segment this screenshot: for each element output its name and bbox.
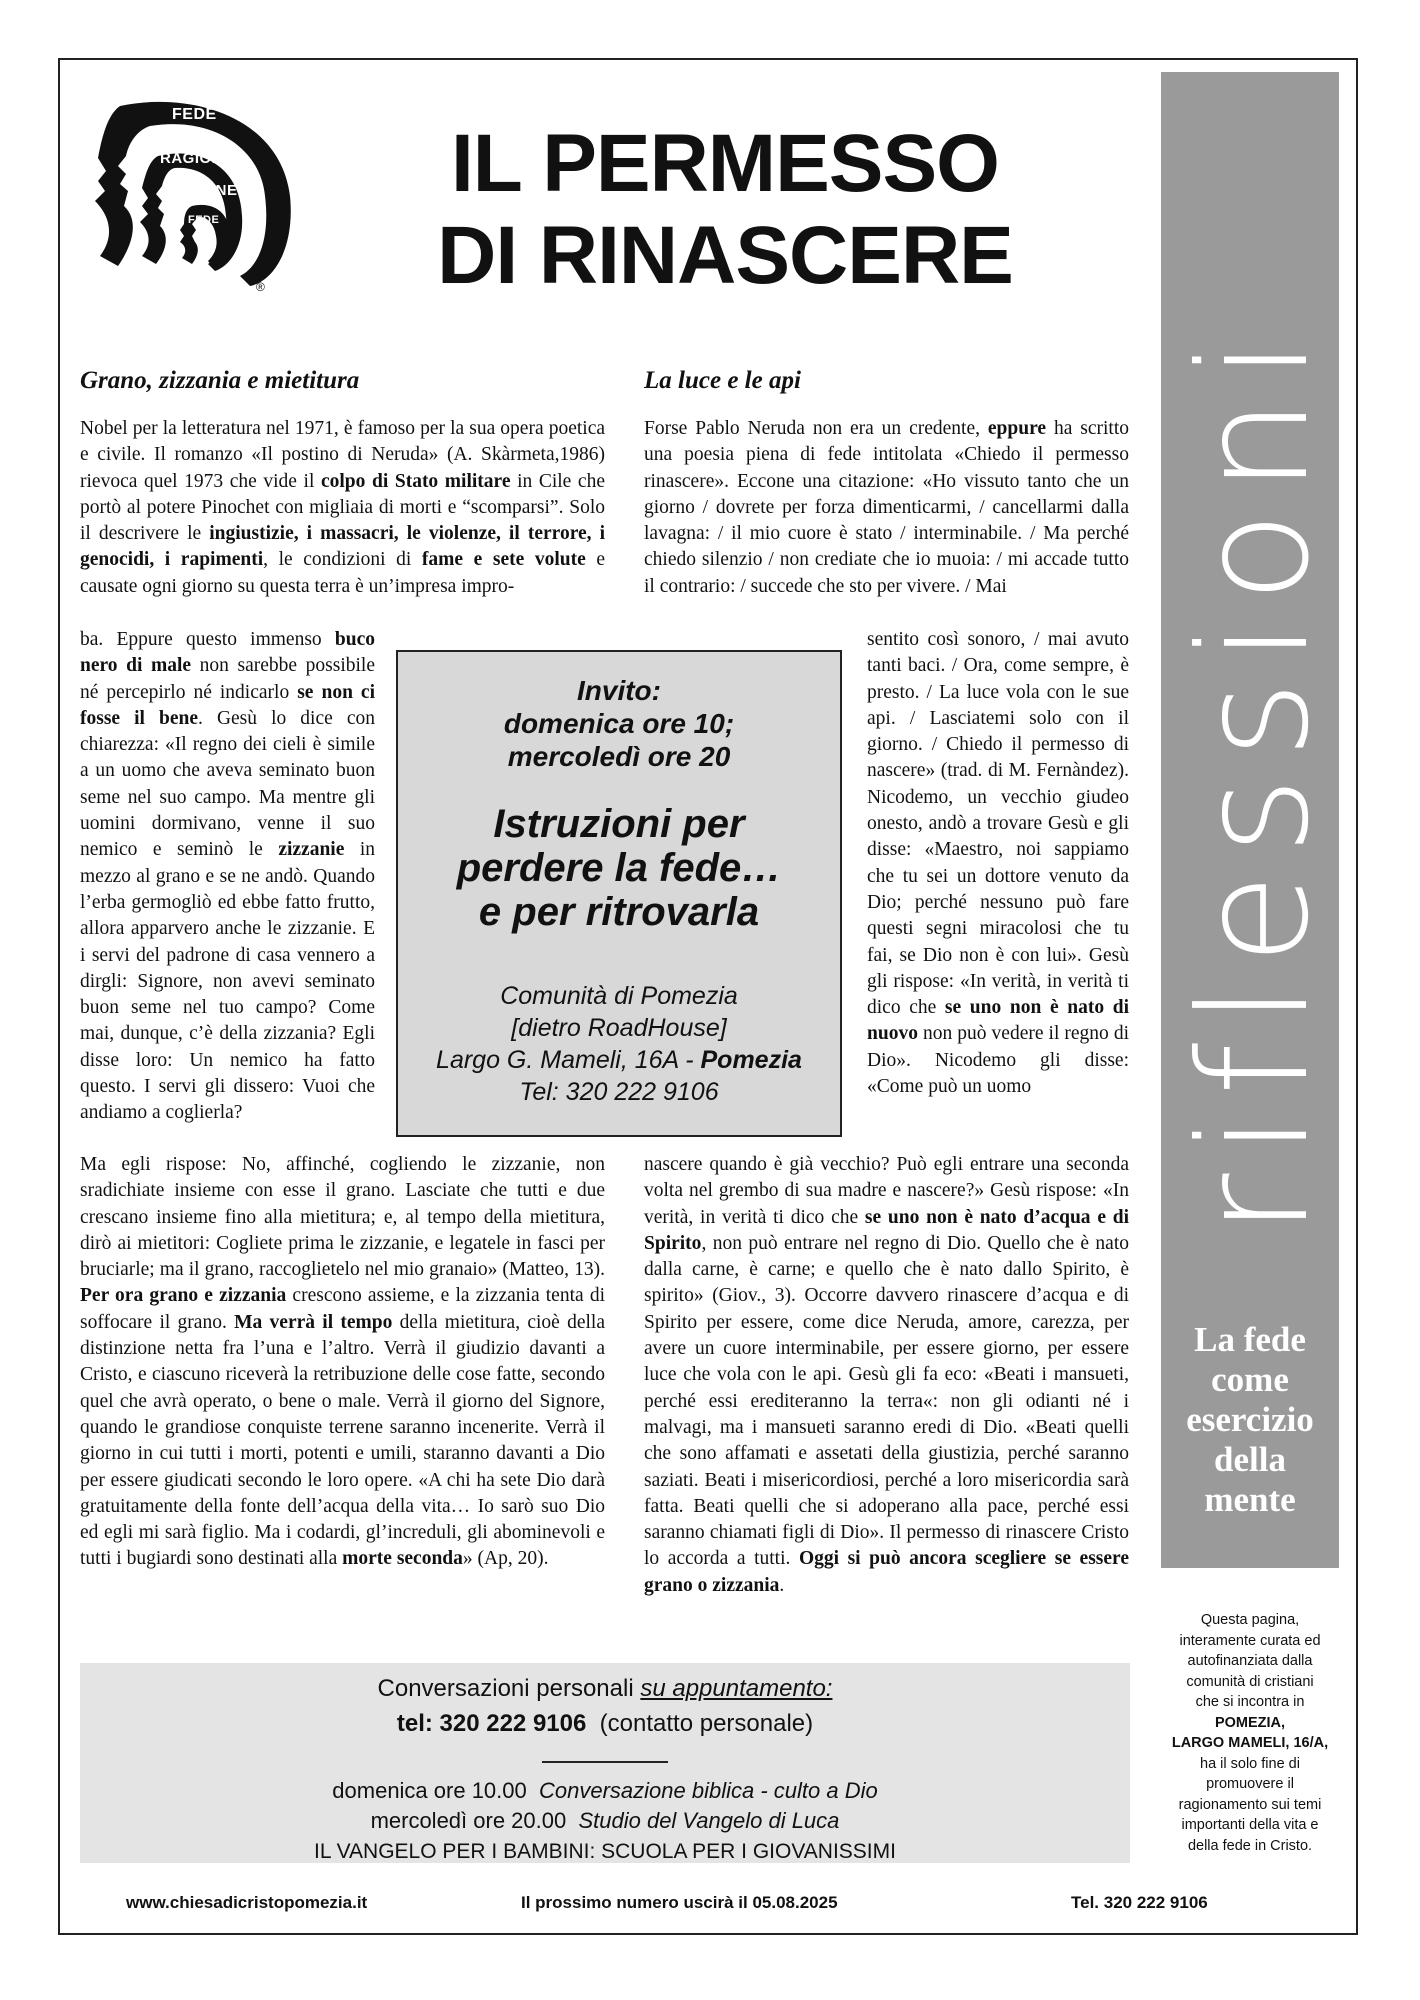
logo-word-fede: FEDE (172, 106, 217, 123)
tagline-line: La fede (1194, 1320, 1306, 1359)
footer-next-issue: Il prossimo numero uscirà il 05.08.2025 (521, 1893, 838, 1912)
invite-street: Largo G. Mameli, 16A - Pomezia (436, 1046, 802, 1074)
side-note (1145, 1610, 1355, 1856)
invite-header-line: Invito: (577, 675, 661, 706)
tagline-line: della (1214, 1440, 1286, 1479)
note-line: interamente curata ed (1179, 1632, 1321, 1649)
note-line: promuovere il (1206, 1776, 1294, 1792)
note-line: importanti della vita e (1181, 1817, 1319, 1833)
note-line: comunità di cristiani (1186, 1673, 1314, 1690)
tagline-line: mente (1204, 1480, 1296, 1519)
footer-phone: Tel. 320 222 9106 (1071, 1893, 1208, 1912)
invite-header (398, 674, 840, 773)
invite-header-line: domenica ore 10; (503, 708, 735, 739)
note-line: ragionamento sui temi (1178, 1796, 1322, 1813)
registered-mark: ® (256, 280, 265, 294)
contact-heading: Conversazioni personali su appuntamento: (377, 1675, 833, 1702)
note-line: autofinanziata dalla (1187, 1653, 1313, 1669)
col2-para-top: Forse Pablo Neruda non era un credente, eppure ha scritto una poesia piena di fede intitolata «Chiedo il permesso rinascere». Eccone una citazione: «Ho vissuto tanto che un giorno / dovrete per forza dimenticarmi, / cancellarmi dalla lavagna: / il mio cuore è stato / interminabile. / Ma perché chiedo silenzio / non crediate che io muoia: / mi accade tutto il contrario: / succede che sto per vivere. / Mai (644, 418, 1129, 597)
sidebar-tagline (1161, 1320, 1339, 1520)
invite-phone: Tel: 320 222 9106 (519, 1078, 719, 1106)
schedule (80, 1776, 1130, 1836)
col1-heading: Grano, zizzania e mietitura (80, 367, 360, 394)
col1-para-top: Nobel per la letteratura nel 1971, è famoso per la sua opera poetica e civile. Il romanzo «Il postino di Neruda» (A. Skàrmeta,1986) rievoca quel 1973 che vide il colpo di Stato militare in Cile che portò al potere Pinochet con migliaia di morti e “scomparsi”. Solo il descrivere le ingiustizie, i massacri, le violenze, il terrore, i genocidi, i rapimenti, le condizioni di fame e sete volute e causate ogni giorno su questa terra è un’impresa impro- (80, 418, 606, 597)
contact-box (80, 1663, 1130, 1863)
divider (542, 1761, 668, 1763)
invite-header-line: mercoledì ore 20 (507, 741, 731, 772)
invite-title-line: perdere la fede… (456, 846, 782, 890)
title-line-2: DI RINASCERE (437, 210, 1013, 301)
note-line: LARGO MAMELI, 16/A, (1171, 1735, 1329, 1751)
invite-box (396, 650, 842, 1137)
invite-address (398, 980, 840, 1108)
footer-website[interactable]: www.chiesadicristopomezia.it (126, 1893, 368, 1912)
invite-landmark: [dietro RoadHouse] (511, 1014, 727, 1042)
logo-word-ragione-2: RAGIONE (164, 182, 238, 199)
col1-para-bottom: Ma egli rispose: No, affinché, cogliendo le zizzanie, non sradichiate insieme con esse il grano. Lasciate che tutti e due crescano insieme fino alla mietitura; e, al tempo della mietitura, dirò ai mietitori: Cogliete prima le zizzanie, e legatele in fasci per bruciarle; ma il grano, raccoglietelo nel mio granaio» (Matteo, 13). Per ora grano e zizzania crescono assieme, e la zizzania tenta di soffocare il grano. Ma verrà il tempo della mietitura, cioè della distinzione netta fra l’una e l’altro. Verrà il giudizio davanti a Cristo, e ciascuno riceverà la retribuzione delle cose fatte, secondo quel che avrà operato, o bene o male. Verrà il giorno del Signore, quando le grandiose conquiste terrene saranno incenerite. Verrà il giorno in cui tutti i morti, potenti e umili, staranno davanti a Dio per essere giudicati secondo le loro opere. «A chi ha sete Dio darà gratuitamente della fonte dell’acqua della vita… Io sarò suo Dio ed egli mi sarà figlio. Ma i codardi, gl’increduli, gli abominevoli e tutti i bugiardi sono destinati alla morte seconda» (Ap, 20). (80, 1154, 606, 1570)
invite-title-line: Istruzioni per (493, 802, 745, 846)
note-line: della fede in Cristo. (1187, 1837, 1313, 1854)
col1-para-mid: ba. Eppure questo immenso buco nero di male non sarebbe possibile né percepirlo né indicarlo se non ci fosse il bene. Gesù lo dice con chiarezza: «Il regno dei cieli è simile a un uomo che aveva seminato buon seme nel suo campo. Ma mentre gli uomini dormivano, venne il suo nemico e seminò le zizzanie in mezzo al grano e se ne andò. Quando l’erba germogliò ed ebbe fatto frutto, allora apparvero anche le zizzanie. E i servi del padrone di casa vennero a dirgli: Signore, non avevi seminato buon seme nel tuo campo? Come mai, dunque, c’è della zizzania? Egli disse loro: Un nemico ha fatto questo. I servi gli dissero: Vuoi che andiamo a coglierla? (80, 629, 376, 1124)
schedule-wednesday: mercoledì ore 20.00 Studio del Vangelo di Luca (370, 1808, 840, 1833)
col2-para-bottom: nascere quando è già vecchio? Può egli entrare una seconda volta nel grembo di sua madre e nascere?» Gesù rispose: «In verità, in verità ti dico che se uno non è nato d’acqua e di Spirito, non può entrare nel regno di Dio. Quello che è nato dalla carne, è carne; e quello che è nato dallo Spirito, è spirito» (Giov., 3). Occorre davvero rinascere d’acqua e di Spirito per essere, come dice Neruda, amore, carezza, per avere un cuore interminabile, per essere giorno, per essere luce che vola con le api. Gesù gli fa eco: «Beati i mansueti, perché essi erediteranno la terra«: non gli odianti né i malvagi, ma i mansueti saranno eredi di Dio. «Beati quelli che sono affamati e assetati della giustizia, perché saranno saziati. Beati i misericordiosi, perché a loro misericordia sarà fatta. Beati quelli che si adoperano alla pace, perché essi saranno chiamati figli di Dio». Il permesso di rinascere Cristo lo accorda a tutti. Oggi si può ancora scegliere se essere grano o zizzania. (644, 1154, 1130, 1596)
note-line: che si incontra in (1195, 1694, 1305, 1710)
page-title (400, 118, 1050, 302)
schedule-sunday: domenica ore 10.00 Conversazione biblica - culto a Dio (332, 1778, 878, 1803)
children-school: IL VANGELO PER I BAMBINI: SCUOLA PER I GIOVANISSIMI (314, 1840, 896, 1863)
invite-title-line: e per ritrovarla (478, 890, 760, 934)
logo-word-ragione: RAGIONE (160, 150, 234, 167)
note-line: Questa pagina, (1200, 1612, 1300, 1628)
tagline-line: esercizio (1186, 1400, 1314, 1439)
contact-phone: tel: 320 222 9106 (contatto personale) (396, 1710, 814, 1737)
title-line-1: IL PERMESSO (451, 118, 999, 209)
note-line: ha il solo fine di (1200, 1755, 1300, 1772)
col2-para-mid: sentito così sonoro, / mai avuto tanti baci. / Ora, come sempre, è presto. / La luce vola con le sue api. / Lasciatemi solo con il giorno. / Chiedo il permesso di nascere» (trad. di M. Fernàndez). Nicodemo, un vecchio giudeo onesto, andò a trovare Gesù e gli disse: «Maestro, noi sappiamo che tu sei un dottore venuto da Dio; perché nessuno può fare questi segni miracolosi che tu fai, se Dio non è con lui». Gesù gli rispose: «In verità, in verità ti dico che se uno non è nato di nuovo non può vedere il regno di Dio». Nicodemo gli disse: «Come può un uomo (867, 629, 1129, 1098)
logo-word-fede-2: FEDE (188, 214, 220, 226)
invite-title (398, 802, 840, 934)
sidebar-vertical-title: riflessioni (1168, 320, 1342, 1235)
note-line: POMEZIA, (1214, 1714, 1286, 1731)
invite-community: Comunità di Pomezia (500, 982, 738, 1010)
tagline-line: come (1211, 1360, 1289, 1399)
col2-heading: La luce e le api (644, 367, 801, 394)
logo (80, 96, 300, 296)
